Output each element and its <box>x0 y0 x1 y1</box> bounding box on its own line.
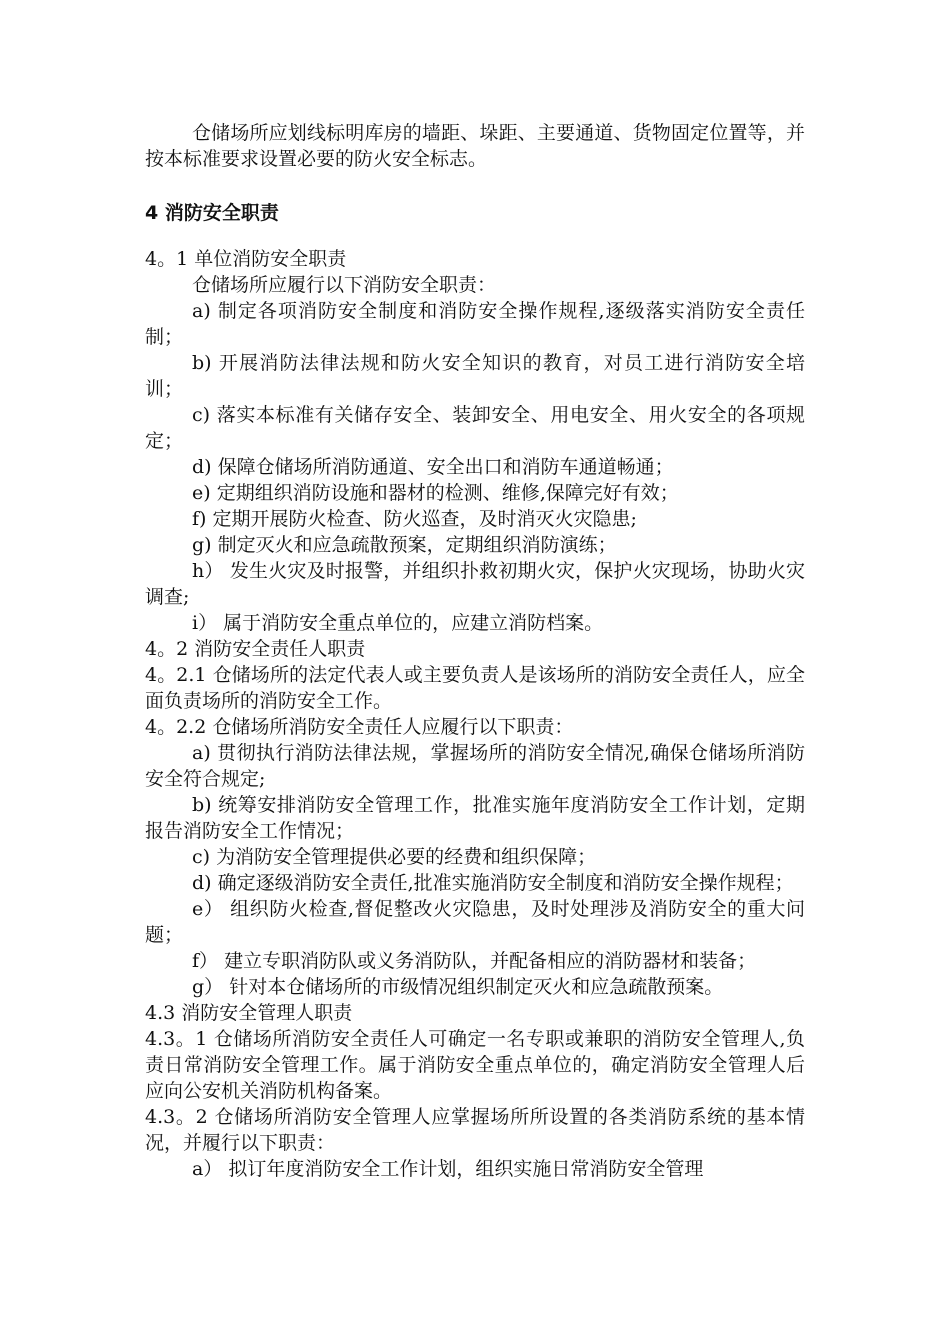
section-heading: 4 消防安全职责 <box>145 202 279 224</box>
list-item: d) 确定逐级消防安全责任,批准实施消防安全制度和消防安全操作规程； <box>192 872 794 894</box>
list-item: h） 发生火灾及时报警，并组织扑救初期火灾，保护火灾现场，协助火灾调查; <box>145 560 805 608</box>
subsection-4-2-title: 4。2 消防安全责任人职责 <box>145 638 366 660</box>
clause-4-3-2: 4.3。2 仓储场所消防安全管理人应掌握场所所设置的各类消防系统的基本情况，并履行以下职责： <box>145 1106 805 1154</box>
list-item: b) 统筹安排消防安全管理工作，批准实施年度消防安全工作计划，定期报告消防安全工作情况； <box>145 794 805 842</box>
intro-paragraph: 仓储场所应划线标明库房的墙距、垛距、主要通道、货物固定位置等，并按本标准要求设置必要的防火安全标志。 <box>145 122 805 170</box>
list-item: a） 拟订年度消防安全工作计划，组织实施日常消防安全管理 <box>192 1158 704 1180</box>
list-item: g) 制定灭火和应急疏散预案，定期组织消防演练； <box>192 534 617 556</box>
list-item: d) 保障仓储场所消防通道、安全出口和消防车通道畅通； <box>192 456 674 478</box>
list-item: f) 定期开展防火检查、防火巡查，及时消灭火灾隐患; <box>192 508 637 530</box>
list-item: c) 落实本标准有关储存安全、装卸安全、用电安全、用火安全的各项规定； <box>145 404 805 452</box>
list-item: e） 组织防火检查,督促整改火灾隐患，及时处理涉及消防安全的重大问题； <box>145 898 805 946</box>
subsection-4-3-title: 4.3 消防安全管理人职责 <box>145 1002 353 1024</box>
list-item: a) 贯彻执行消防法律法规，掌握场所的消防安全情况,确保仓储场所消防安全符合规定; <box>145 742 805 790</box>
subsection-4-1-lead: 仓储场所应履行以下消防安全职责： <box>192 274 497 296</box>
list-item: i） 属于消防安全重点单位的，应建立消防档案。 <box>192 612 604 634</box>
list-item: f） 建立专职消防队或义务消防队，并配备相应的消防器材和装备； <box>192 950 757 972</box>
clause-4-3-1: 4.3。1 仓储场所消防安全责任人可确定一名专职或兼职的消防安全管理人,负责日常消防安全管理工作。属于消防安全重点单位的，确定消防安全管理人后应向公安机关消防机构备案。 <box>145 1028 805 1102</box>
list-item: a) 制定各项消防安全制度和消防安全操作规程,逐级落实消防安全责任制； <box>145 300 805 348</box>
list-item: b) 开展消防法律法规和防火安全知识的教育，对员工进行消防安全培训； <box>145 352 805 400</box>
list-item: e) 定期组织消防设施和器材的检测、维修,保障完好有效； <box>192 482 679 504</box>
document-page <box>145 120 805 1182</box>
clause-4-2-1: 4。2.1 仓储场所的法定代表人或主要负责人是该场所的消防安全责任人，应全面负责场所的消防安全工作。 <box>145 664 805 712</box>
list-item: g） 针对本仓储场所的市级情况组织制定灭火和应急疏散预案。 <box>192 976 724 998</box>
clause-4-2-2: 4。2.2 仓储场所消防安全责任人应履行以下职责： <box>145 716 574 738</box>
list-item: c) 为消防安全管理提供必要的经费和组织保障； <box>192 846 597 868</box>
subsection-4-1-title: 4。1 单位消防安全职责 <box>145 248 347 270</box>
